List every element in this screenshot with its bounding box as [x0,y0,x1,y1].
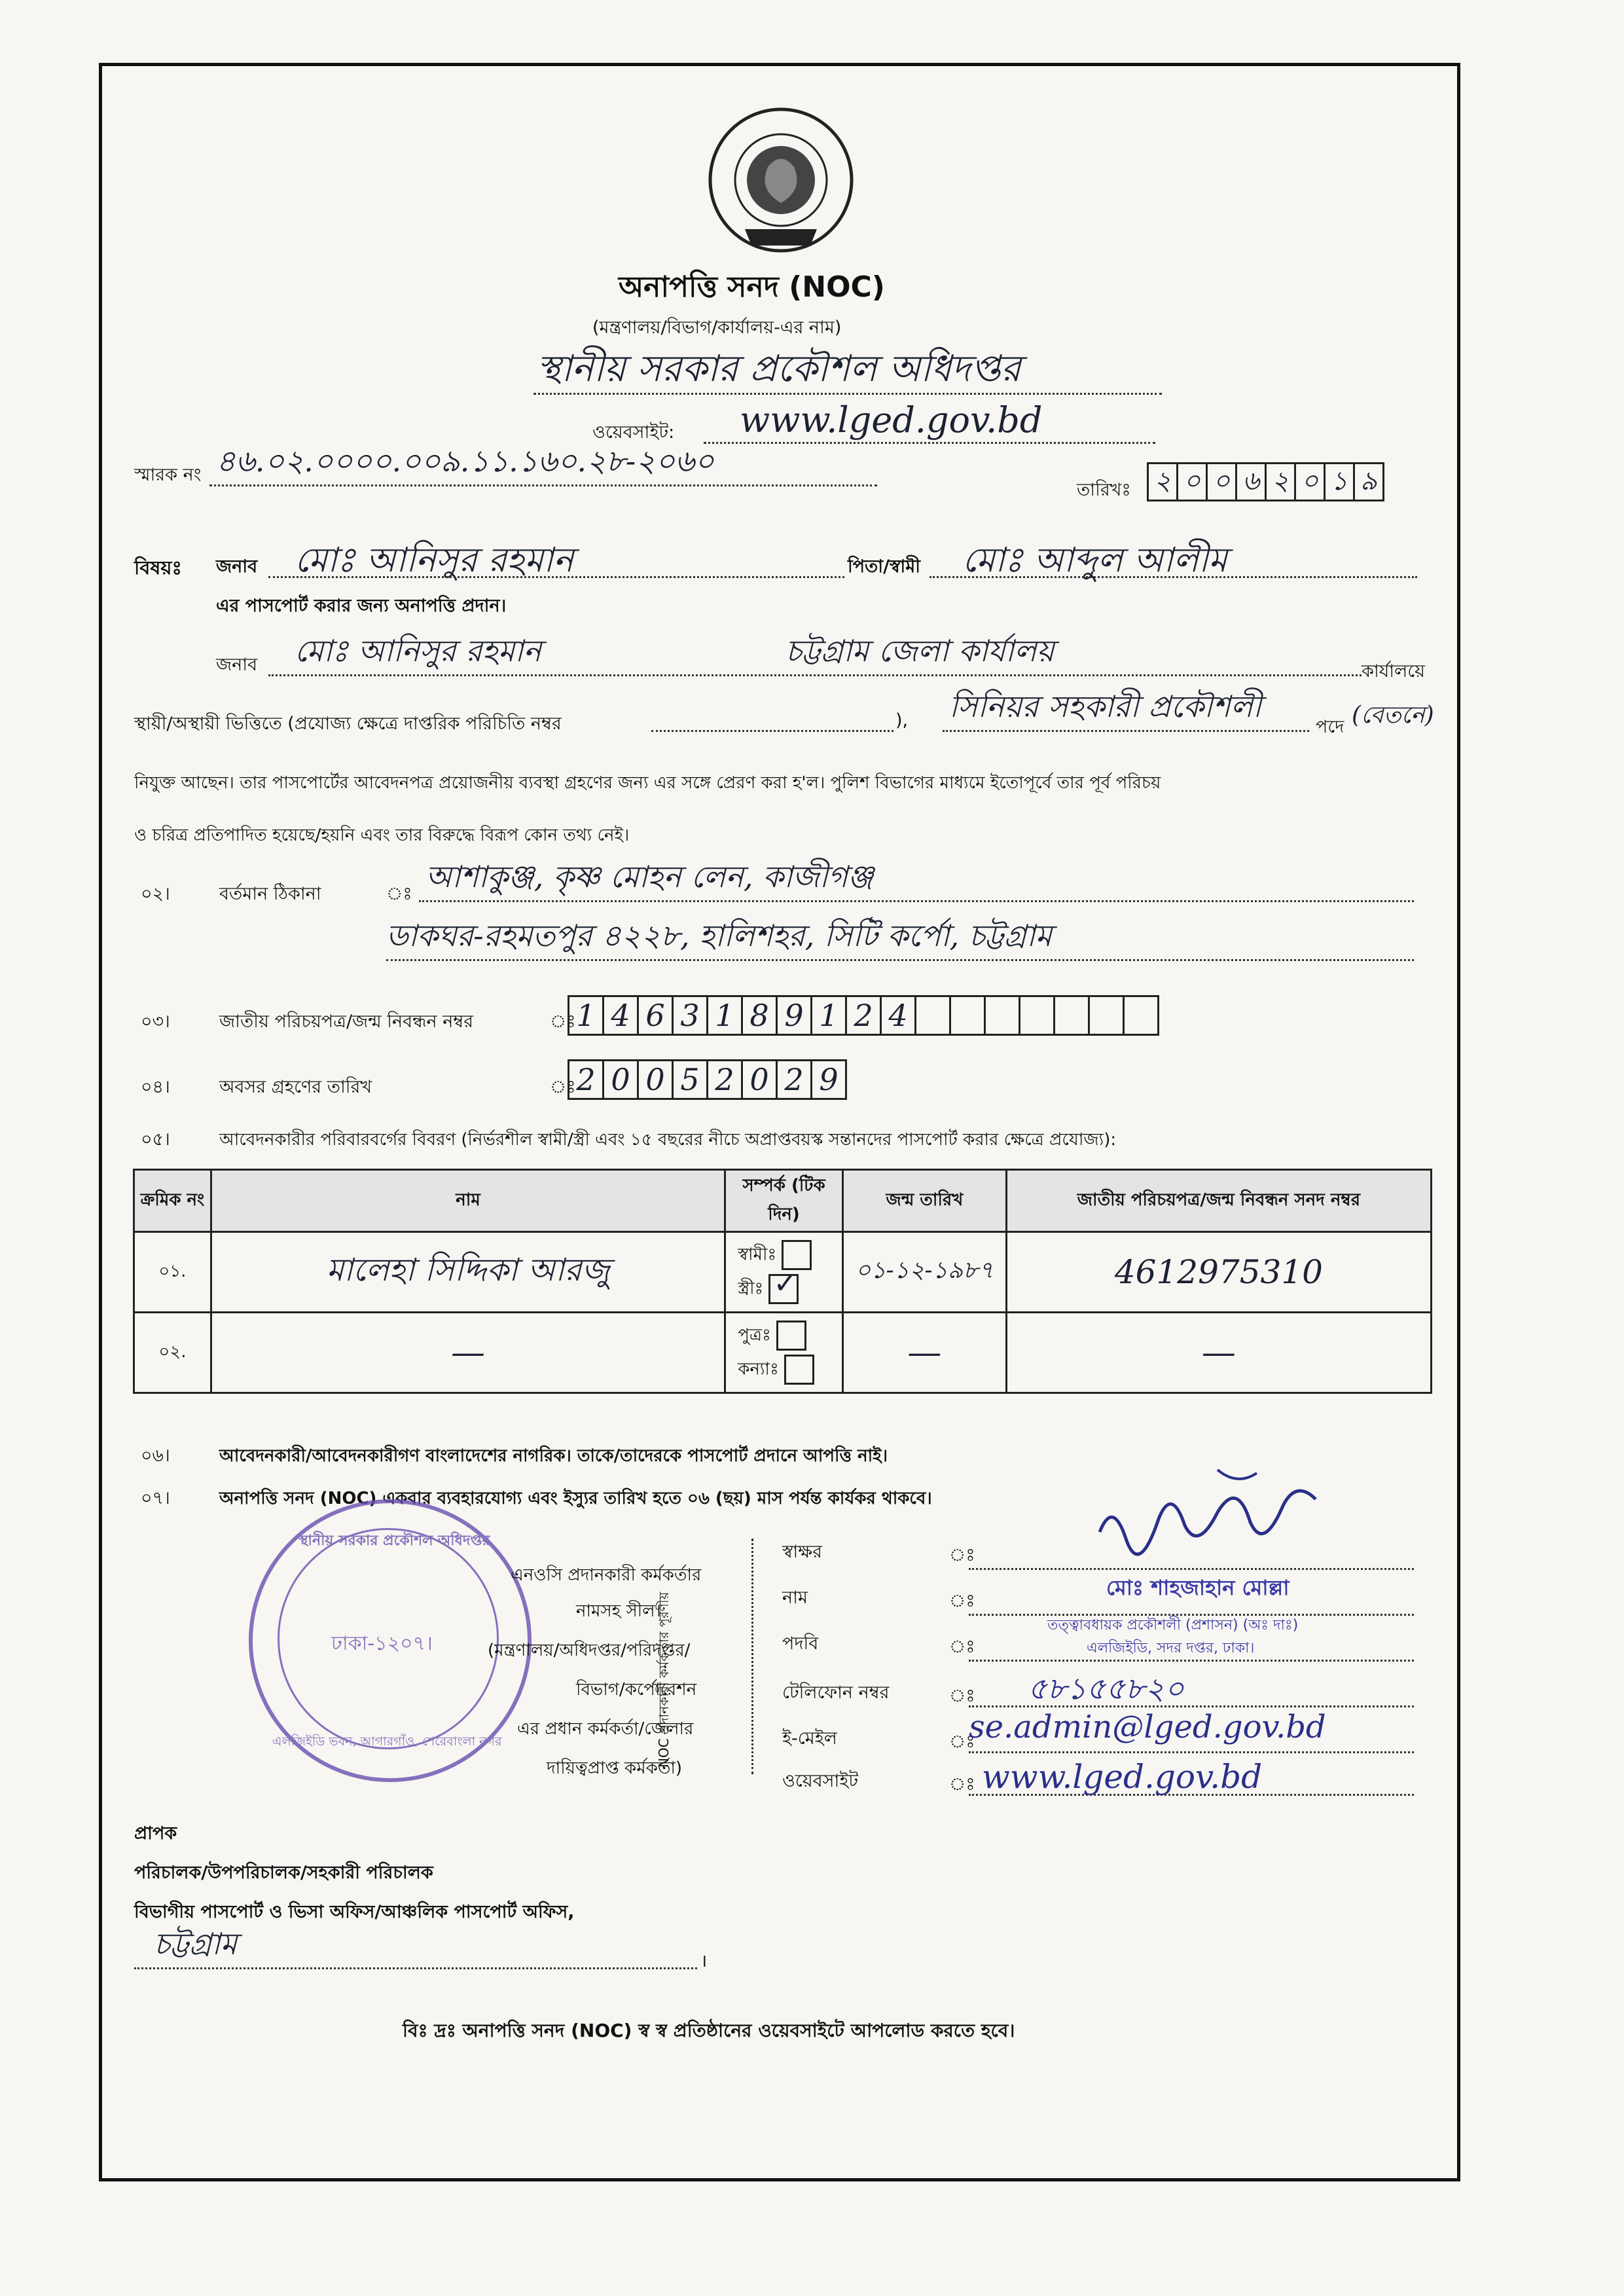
retirement-digit-box: 2 [706,1059,743,1100]
mr-label: জনাব [216,556,258,577]
seal-top-text: স্থানীয় সরকার প্রকৌশল অধিদপ্তর [298,1533,490,1549]
ministry-caption: (মন্ত্রণালয়/বিভাগ/কার্যালয়-এর নাম) [592,318,842,338]
relation-daughter-checkbox[interactable] [784,1355,814,1385]
officer-caption-1: এনওসি প্রদানকারী কর্মকর্তার [511,1565,702,1585]
subject-label: বিষয়ঃ [134,556,182,579]
address-colon: ঃ [386,884,412,904]
item-04-number: ০৪। [141,1077,170,1097]
colon-1: ঃ [949,1545,975,1565]
date-boxes [1149,462,1384,501]
colon-6: ঃ [949,1774,975,1795]
nid-digit-box: 1 [568,995,604,1036]
nid-digit-box: 4 [880,995,916,1036]
field-designation-label: পদবি [782,1633,819,1654]
retirement-digit-box: 0 [637,1059,674,1100]
nid-digit-box: 8 [741,995,778,1036]
website-value: www.lged.gov.bd [740,399,1043,441]
mr-label-2: জনাব [216,655,258,675]
officer-name-stamp: মোঃ শাহজাহান মোল্লা [1106,1575,1290,1600]
seal-center-text: ঢাকা-১২০৭। [331,1632,433,1655]
post-label: পদে [1316,717,1344,737]
item-05-number: ০৫। [141,1129,170,1150]
nid-digit-box: 9 [776,995,812,1036]
nid-digit-box [949,995,986,1036]
address-line-2: ডাকঘর-রহমতপুর ৪২২৮, হালিশহর, সিটি কর্পো, চট্টগ্রাম [386,918,1052,953]
memo-label: স্মারক নং [134,465,202,485]
colon-3: ঃ [949,1637,975,1657]
retirement-digit-box: 5 [672,1059,708,1100]
seal-bottom-text: এলজিইডি ভবন, আগারগাঁও, শেরেবাংলা নগর [272,1734,502,1749]
retirement-label: অবসর গ্রহণের তারিখ [219,1077,372,1097]
para-line-1: নিযুক্ত আছেন। তার পাসপোর্টের আবেদনপত্র প্রয়োজনীয় ব্যবস্থা গ্রহণের জন্য এর সঙ্গে প্রেরণ করা হ'ল। পুলিশ বিভাগের মাধ্যমে ইতোপূর্বে তার পূর্ব পরিচয় [134,773,1161,793]
recipient-to: প্রাপক [134,1823,177,1844]
recipient-line-1: পরিচালক/উপপরিচালক/সহকারী পরিচালক [134,1863,433,1883]
validity-note: অনাপত্তি সনদ (NOC) একবার ব্যবহারযোগ্য এবং ইস্যুর তারিখ হতে ০৬ (ছয়) মাস পর্যন্ত কার্যকর থাকবে। [219,1489,932,1508]
header-nid: জাতীয় পরিচয়পত্র/জন্ম নিবন্ধন সনদ নম্বর [1006,1170,1431,1232]
officer-website: www.lged.gov.bd [982,1758,1263,1796]
officer-divider [751,1539,755,1774]
post-suffix: (বেতনে) [1352,702,1434,729]
colon-4: ঃ [949,1686,975,1706]
date-digit-box: ০ [1294,462,1326,501]
nid-digit-box: 6 [637,995,674,1036]
applicant-name: মোঃ আনিসুর রহমান [295,541,574,580]
retirement-colon: ঃ [550,1077,576,1097]
retirement-digit-box: 2 [776,1059,812,1100]
header-dob: জন্ম তারিখ [842,1170,1006,1232]
relation-son-label: পুত্রঃ [738,1325,771,1345]
address-line-1: আশাকুঞ্জ, কৃষ্ণ মোহন লেন, কাজীগঞ্জ [425,859,874,894]
field-phone-label: টেলিফোন নম্বর [782,1683,890,1703]
field-email-label: ই-মেইল [782,1728,837,1749]
date-digit-box: ০ [1206,462,1237,501]
item-02-number: ০২। [141,884,170,904]
row-nid: 4612975310 [1114,1253,1323,1291]
relation-wife-checkbox[interactable] [768,1267,799,1304]
header-relation: সম্পর্ক (টিক দিন) [725,1170,843,1232]
nid-digit-box [1088,995,1125,1036]
item-07-number: ০৭। [141,1488,170,1508]
nid-colon: ঃ [550,1011,576,1032]
footer-note: বিঃ দ্রঃ অনাপত্তি সনদ (NOC) স্ব স্ব প্রতিষ্ঠানের ওয়েবসাইটে আপলোড করতে হবে। [403,2020,1015,2041]
row-serial: ০২. [134,1313,211,1393]
officer-signature [1087,1460,1335,1571]
relation-husband-checkbox[interactable] [782,1240,812,1270]
citizen-note: আবেদনকারী/আবেদনকারীগণ বাংলাদেশের নাগরিক। তাকে/তাদেরকে পাসপোর্ট প্রদানে আপত্তি নাই। [219,1446,888,1466]
recipient-end-mark: । [700,1951,708,1971]
table-row [134,1232,1432,1313]
row-serial: ০১. [134,1232,211,1313]
office-name: চট্টগ্রাম জেলা কার্যালয় [785,633,1055,668]
nid-digit-box: 1 [706,995,743,1036]
retirement-boxes [569,1059,847,1100]
colon-2: ঃ [949,1591,975,1611]
item-03-number: ০৩। [141,1011,170,1032]
row-dob: — [907,1333,942,1372]
purpose-line: এর পাসপোর্ট করার জন্য অনাপত্তি প্রদান। [216,596,507,616]
officer-caption-6: দায়িত্বপ্রাপ্ত কর্মকর্তা) [547,1758,683,1778]
officer-vertical-text: NOC প্রদানকারী কর্মকর্তার পূরণীয় [656,1592,672,1768]
row-nid: — [1201,1333,1236,1372]
date-digit-box: ০ [1176,462,1208,501]
date-digit-box: ১ [1324,462,1355,501]
nid-digit-box: 3 [672,995,708,1036]
row-name: মালেহা সিদ্দিকা আরজু [326,1251,610,1288]
office-label: কার্যালয়ে [1362,661,1425,682]
field-name-label: নাম [782,1588,808,1608]
applicant-name-2: মোঃ আনিসুর রহমান [295,633,542,668]
father-name: মোঃ আব্দুল আলীম [962,541,1227,580]
family-label: আবেদনকারীর পরিবারবর্গের বিবরণ (নির্ভরশীল স্বামী/স্ত্রী এবং ১৫ বছরের নীচে অপ্রাপ্তবয়স্ক সন্তানদের পাসপোর্ট করার ক্ষেত্রে প্রযোজ্য): [219,1130,1117,1150]
row-dob: ০১-১২-১৯৮৭ [855,1257,994,1284]
officer-phone: ৫৮১৫৫৮২০ [1028,1671,1184,1706]
nid-digit-box [914,995,951,1036]
officer-office-stamp: এলজিইডি, সদর দপ্তর, ঢাকা। [1087,1640,1255,1656]
officer-designation-stamp: তত্ত্বাবধায়ক প্রকৌশলী (প্রশাসন) (অঃ দাঃ) [1047,1617,1299,1633]
field-website-label: ওয়েবসাইট [782,1771,859,1791]
nid-digit-box [1053,995,1090,1036]
relation-son-checkbox[interactable] [776,1321,806,1351]
header-serial: ক্রমিক নং [134,1170,211,1232]
nid-boxes [569,995,1159,1036]
officer-caption-3: (মন্ত্রণালয়/অধিদপ্তর/পরিদপ্তর/ [488,1641,691,1660]
date-digit-box: ২ [1147,462,1178,501]
colon-5: ঃ [949,1732,975,1752]
document-title: অনাপত্তি সনদ (NOC) [619,270,885,304]
date-digit-box: ৯ [1353,462,1384,501]
nid-digit-box: 2 [845,995,882,1036]
row-name: — [451,1333,486,1372]
relation-husband-label: স্বামীঃ [738,1245,777,1265]
ministry-name: স্থানীয় সরকার প্রকৌশল অধিদপ্তর [537,348,1021,390]
retirement-digit-box: 2 [568,1059,604,1100]
nid-digit-box [984,995,1020,1036]
bangladesh-emblem-icon [706,105,856,255]
recipient-line-2: বিভাগীয় পাসপোর্ট ও ভিসা অফিস/আঞ্চলিক পাসপোর্ট অফিস, [134,1902,575,1922]
retirement-digit-box: 0 [741,1059,778,1100]
nid-digit-box: 4 [602,995,639,1036]
relation-wife-label: স্ত্রীঃ [738,1279,764,1299]
memo-number: ৪৬.০২.০০০০.০০৯.১১.১৬০.২৮-২০৬০ [216,443,714,479]
officer-email: se.admin@lged.gov.bd [969,1709,1326,1745]
address-label: বর্তমান ঠিকানা [219,884,321,904]
relation-daughter-label: কন্যাঃ [738,1359,779,1379]
officer-caption-4: বিভাগ/কর্পোরেশন [576,1680,697,1700]
officer-caption-2: নামসহ সীল। [576,1601,661,1621]
para-line-2: ও চরিত্র প্রতিপাদিত হয়েছে/হয়নি এবং তার বিরুদ্ধে বিরূপ কোন তথ্য নেই। [134,826,630,845]
website-label: ওয়েবসাইট: [592,422,675,443]
date-digit-box: ৬ [1235,462,1267,501]
nid-label: জাতীয় পরিচয়পত্র/জন্ম নিবন্ধন নম্বর [219,1011,474,1032]
family-table [133,1169,1432,1394]
officer-caption-5: এর প্রধান কর্মকর্তা/জেলার [517,1719,694,1739]
post-name: সিনিয়র সহকারী প্রকৌশলী [949,689,1262,724]
check-mark-icon: ✓ [773,1267,798,1300]
father-label: পিতা/স্বামী [848,556,920,577]
tenure-line: স্থায়ী/অস্থায়ী ভিত্তিতে (প্রযোজ্য ক্ষেত্রে দাপ্তরিক পরিচিতি নম্বর [134,714,562,734]
nid-digit-box [1019,995,1055,1036]
retirement-digit-box: 9 [810,1059,847,1100]
header-name: নাম [211,1170,725,1232]
date-label: তারিখঃ [1077,480,1131,500]
nid-digit-box [1123,995,1159,1036]
recipient-place: চট্টগ্রাম [154,1926,238,1961]
nid-digit-box: 1 [810,995,847,1036]
field-signature-label: স্বাক্ষর [782,1542,822,1562]
date-digit-box: ২ [1265,462,1296,501]
tenure-close: ), [895,710,909,731]
retirement-digit-box: 0 [602,1059,639,1100]
item-06-number: ০৬। [141,1446,170,1466]
table-row [134,1313,1432,1393]
